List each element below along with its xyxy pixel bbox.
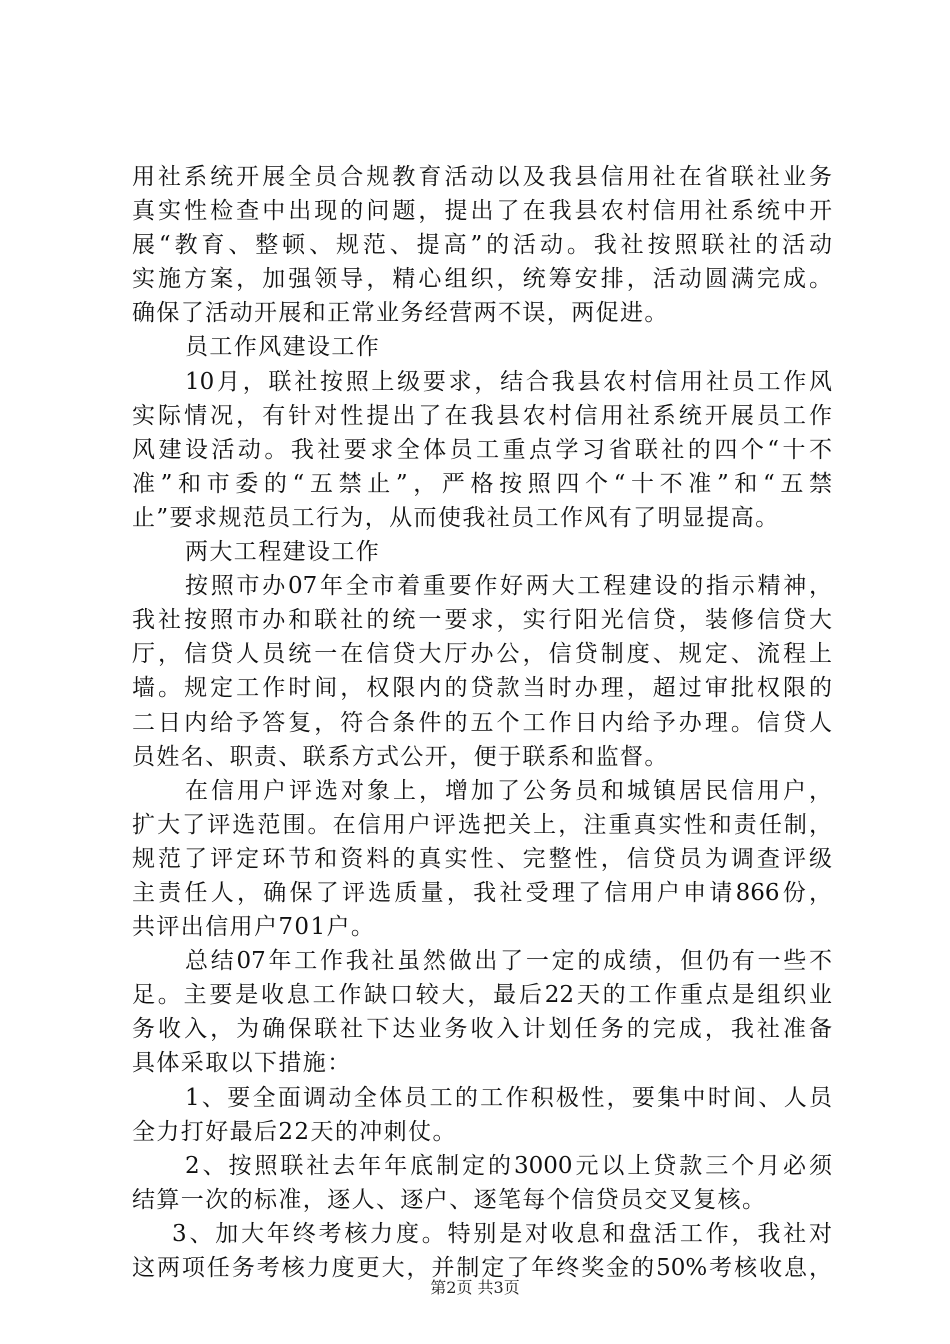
- text-line: 结算一次的标准，逐人、逐户、逐笔每个信贷员交叉复核。: [132, 1186, 767, 1213]
- text-line: 两大工程建设工作: [185, 539, 381, 566]
- text-line: 止”要求规范员工行为，从而使我社员工作风有了明显提高。: [132, 504, 780, 531]
- text-line: 我社按照市办和联社的统一要求，实行阳光信贷，装修信贷大: [132, 607, 832, 634]
- text-line: 全力打好最后22天的冲刺仗。: [132, 1118, 457, 1145]
- text-line: 实施方案，加强领导，精心组织，统筹安排，活动圆满完成。: [132, 266, 832, 293]
- text-line: 规范了评定环节和资料的真实性、完整性，信贷员为调查评级: [132, 845, 832, 872]
- text-line: 这两项任务考核力度更大，并制定了年终奖金的50%考核收息，: [132, 1255, 832, 1281]
- text-line: 足。主要是收息工作缺口较大，最后22天的工作重点是组织业: [132, 982, 832, 1009]
- text-line: 确保了活动开展和正常业务经营两不误，两促进。: [132, 300, 669, 327]
- document-body: [132, 160, 832, 1285]
- text-line: 实际情况，有针对性提出了在我县农村信用社系统开展员工作: [132, 402, 832, 429]
- text-line: 共评出信用户701户。: [132, 914, 376, 941]
- text-line: 在信用户评选对象上，增加了公务员和城镇居民信用户，: [185, 777, 832, 804]
- text-line: 墙。规定工作时间，权限内的贷款当时办理，超过审批权限的: [132, 675, 832, 702]
- text-line: 总结07年工作我社虽然做出了一定的成绩，但仍有一些不: [185, 948, 832, 975]
- text-line: 主责任人，确保了评选质量，我社受理了信用户申请866份，: [132, 879, 832, 906]
- text-line: 按照市办07年全市着重要作好两大工程建设的指示精神，: [185, 573, 832, 600]
- text-line: 风建设活动。我社要求全体员工重点学习省联社的四个“十不: [132, 436, 832, 463]
- text-line: 具体采取以下措施：: [132, 1050, 352, 1077]
- text-line: 务收入，为确保联社下达业务收入计划任务的完成，我社准备: [132, 1016, 832, 1043]
- text-line: 3、加大年终考核力度。特别是对收息和盘活工作，我社对: [172, 1220, 832, 1247]
- text-line: 真实性检查中出现的问题，提出了在我县农村信用社系统中开: [132, 198, 832, 225]
- text-line: 2、按照联社去年年底制定的3000元以上贷款三个月必须: [185, 1152, 832, 1179]
- text-line: 展“教育、整顿、规范、提高”的活动。我社按照联社的活动: [132, 232, 832, 259]
- text-line: 二日内给予答复，符合条件的五个工作日内给予办理。信贷人: [132, 709, 832, 736]
- text-line: 准”和市委的“五禁止”，严格按照四个“十不准”和“五禁: [132, 470, 832, 497]
- page-footer: 第2页 共3页: [430, 1278, 520, 1297]
- text-line: 扩大了评选范围。在信用户评选把关上，注重真实性和责任制，: [132, 811, 832, 838]
- text-line: 员工作风建设工作: [185, 334, 381, 361]
- text-line: 10月，联社按照上级要求，结合我县农村信用社员工作风: [185, 368, 832, 395]
- text-line: 员姓名、职责、联系方式公开，便于联系和监督。: [132, 743, 669, 770]
- text-line: 用社系统开展全员合规教育活动以及我县信用社在省联社业务: [132, 164, 832, 190]
- text-line: 厅，信贷人员统一在信贷大厅办公，信贷制度、规定、流程上: [132, 641, 832, 668]
- text-line: 1、要全面调动全体员工的工作积极性，要集中时间、人员: [185, 1084, 832, 1111]
